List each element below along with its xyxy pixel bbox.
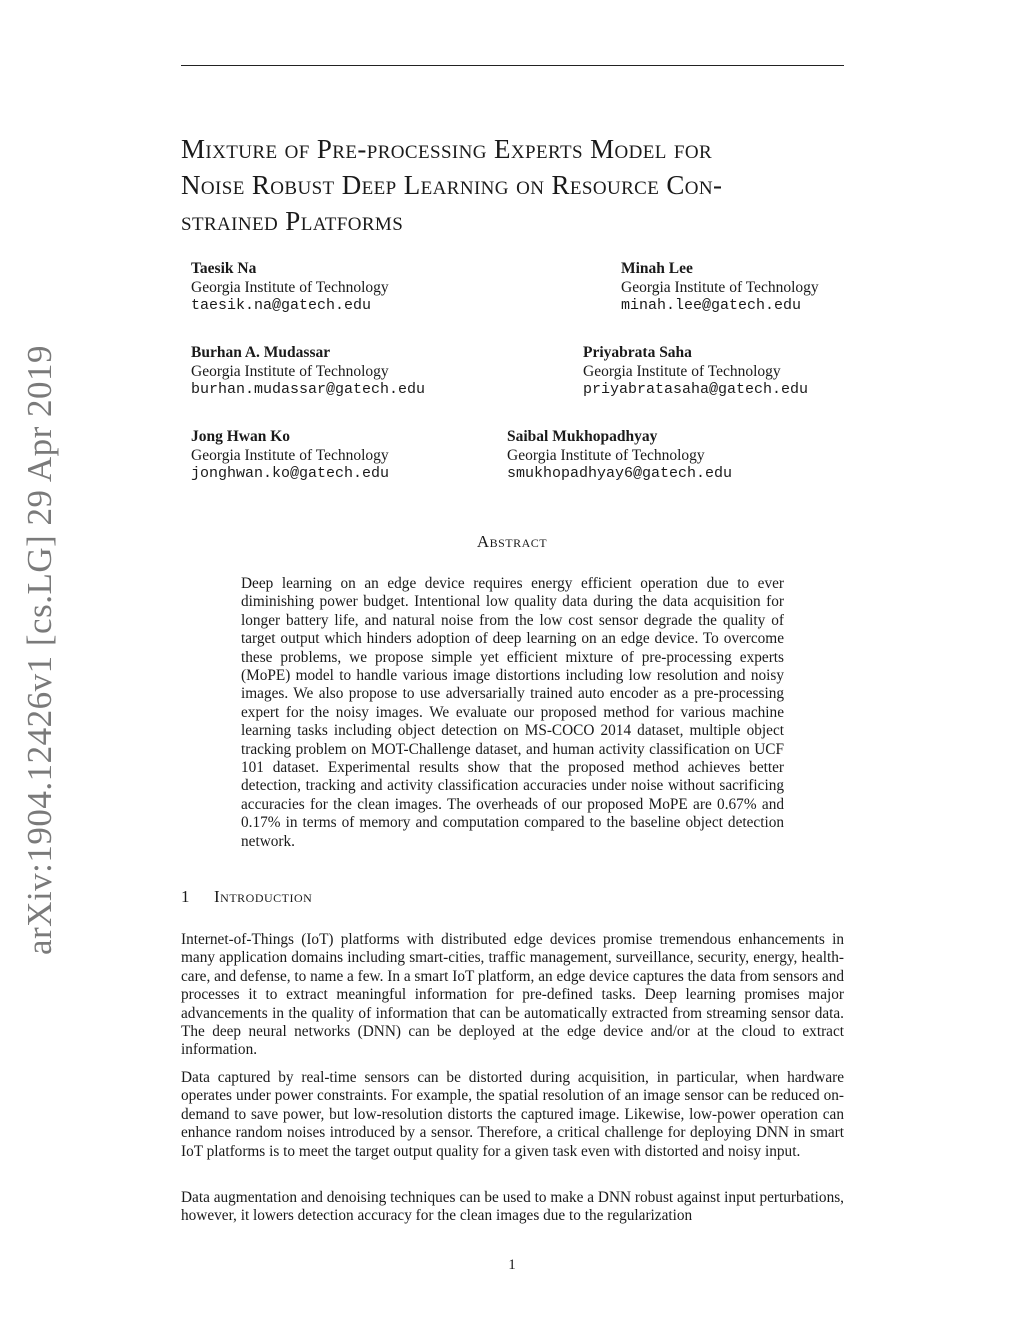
author-affiliation: Georgia Institute of Technology: [621, 278, 819, 296]
author-name: Burhan A. Mudassar: [191, 344, 331, 361]
title-line-2: Noise Robust Deep Learning on Resource Con-: [181, 170, 723, 200]
author-affiliation: Georgia Institute of Technology: [191, 446, 389, 464]
intro-paragraph-2: Data captured by real-time sensors can be distorted during acquisition, in particular, when hardware operates under power constraints. For example, the spatial resolution of an image sensor can be reduced on-demand to save power, but low-resolution distorts the captured image. Likewise, low-power operation can enhance random noises introduced by a sensor. Therefore, a critical challenge for deploying DNN in smart IoT platforms is to meet the target output quality for a given task even with distorted and noisy input.: [181, 1069, 844, 1160]
author-block: [191, 428, 389, 484]
author-email[interactable]: burhan.mudassar@gatech.edu: [191, 381, 426, 398]
author-email[interactable]: jonghwan.ko@gatech.edu: [191, 465, 390, 482]
author-affiliation: Georgia Institute of Technology: [191, 278, 389, 296]
author-email[interactable]: smukhopadhyay6@gatech.edu: [507, 465, 733, 482]
author-name: Jong Hwan Ko: [191, 428, 291, 445]
abstract-body: Deep learning on an edge device requires energy efficient operation due to ever diminishing power budget. Intentional low quality data during the data acquisition for longer battery life, and natural noise from the low cost sensor degrade the quality of target output which hinders adoption of deep learning on an edge device. To overcome these problems, we propose simple yet efficient mixture of pre-processing experts (MoPE) model to handle various image distortions including low resolution and noisy images. We also propose to use adversarially trained auto encoder as a pre-processing expert for the noisy images. We evaluate our proposed method for various machine learning tasks including object detection on MS-COCO 2014 dataset, multiple object tracking problem on MOT-Challenge dataset, and human activity classification on UCF 101 dataset. Experimental results show that the proposed method achieves better detection, tracking and activity classification accuracies under noise without sacrificing accuracies for the clean images. The overheads of our proposed MoPE are 0.67% and 0.17% in terms of memory and computation compared to the baseline object detection network.: [241, 575, 784, 850]
author-name: Saibal Mukhopadhyay: [507, 428, 658, 445]
author-block: [191, 344, 425, 400]
top-rule: [181, 65, 844, 66]
author-affiliation: Georgia Institute of Technology: [191, 362, 389, 380]
author-name: Minah Lee: [621, 260, 693, 277]
author-name: Taesik Na: [191, 260, 257, 277]
author-name: Priyabrata Saha: [583, 344, 692, 361]
intro-paragraph-1: Internet-of-Things (IoT) platforms with distributed edge devices promise tremendous enhancements in many application domains including smart-cities, traffic management, surveillance, security, energy, health-care, and defense, to name a few. In a smart IoT platform, an edge device captures the data from sensors and processes it to extract meaningful information for pre-defined tasks. Deep learning promises major advancements in the quality of information that can be automatically extracted from streaming sensor data. The deep neural networks (DNN) can be deployed at the edge device and/or at the cloud to extract information.: [181, 931, 845, 1059]
author-email[interactable]: priyabratasaha@gatech.edu: [583, 381, 809, 398]
author-block: [583, 344, 808, 400]
page-number: 1: [508, 1257, 516, 1273]
intro-paragraph-3: Data augmentation and denoising techniques can be used to make a DNN robust against input perturbations, however, it lowers detection accuracy for the clean images due to the regularization: [181, 1189, 844, 1225]
author-block: [621, 260, 819, 316]
arxiv-identifier: arXiv:1904.12426v1 [cs.LG] 29 Apr 2019: [20, 344, 59, 956]
title-line-3: strained Platforms: [181, 206, 404, 236]
section-number: 1: [181, 887, 190, 906]
author-block: [507, 428, 732, 484]
author-affiliation: Georgia Institute of Technology: [507, 446, 705, 464]
paper-title: [181, 131, 851, 239]
title-line-1: Mixture of Pre-processing Experts Model for: [181, 134, 713, 164]
author-block: [191, 260, 389, 316]
author-affiliation: Georgia Institute of Technology: [583, 362, 781, 380]
abstract-heading: Abstract: [476, 532, 548, 551]
section-heading-introduction: [181, 887, 312, 907]
author-email[interactable]: minah.lee@gatech.edu: [621, 297, 802, 314]
section-title: Introduction: [214, 887, 313, 906]
author-email[interactable]: taesik.na@gatech.edu: [191, 297, 372, 314]
